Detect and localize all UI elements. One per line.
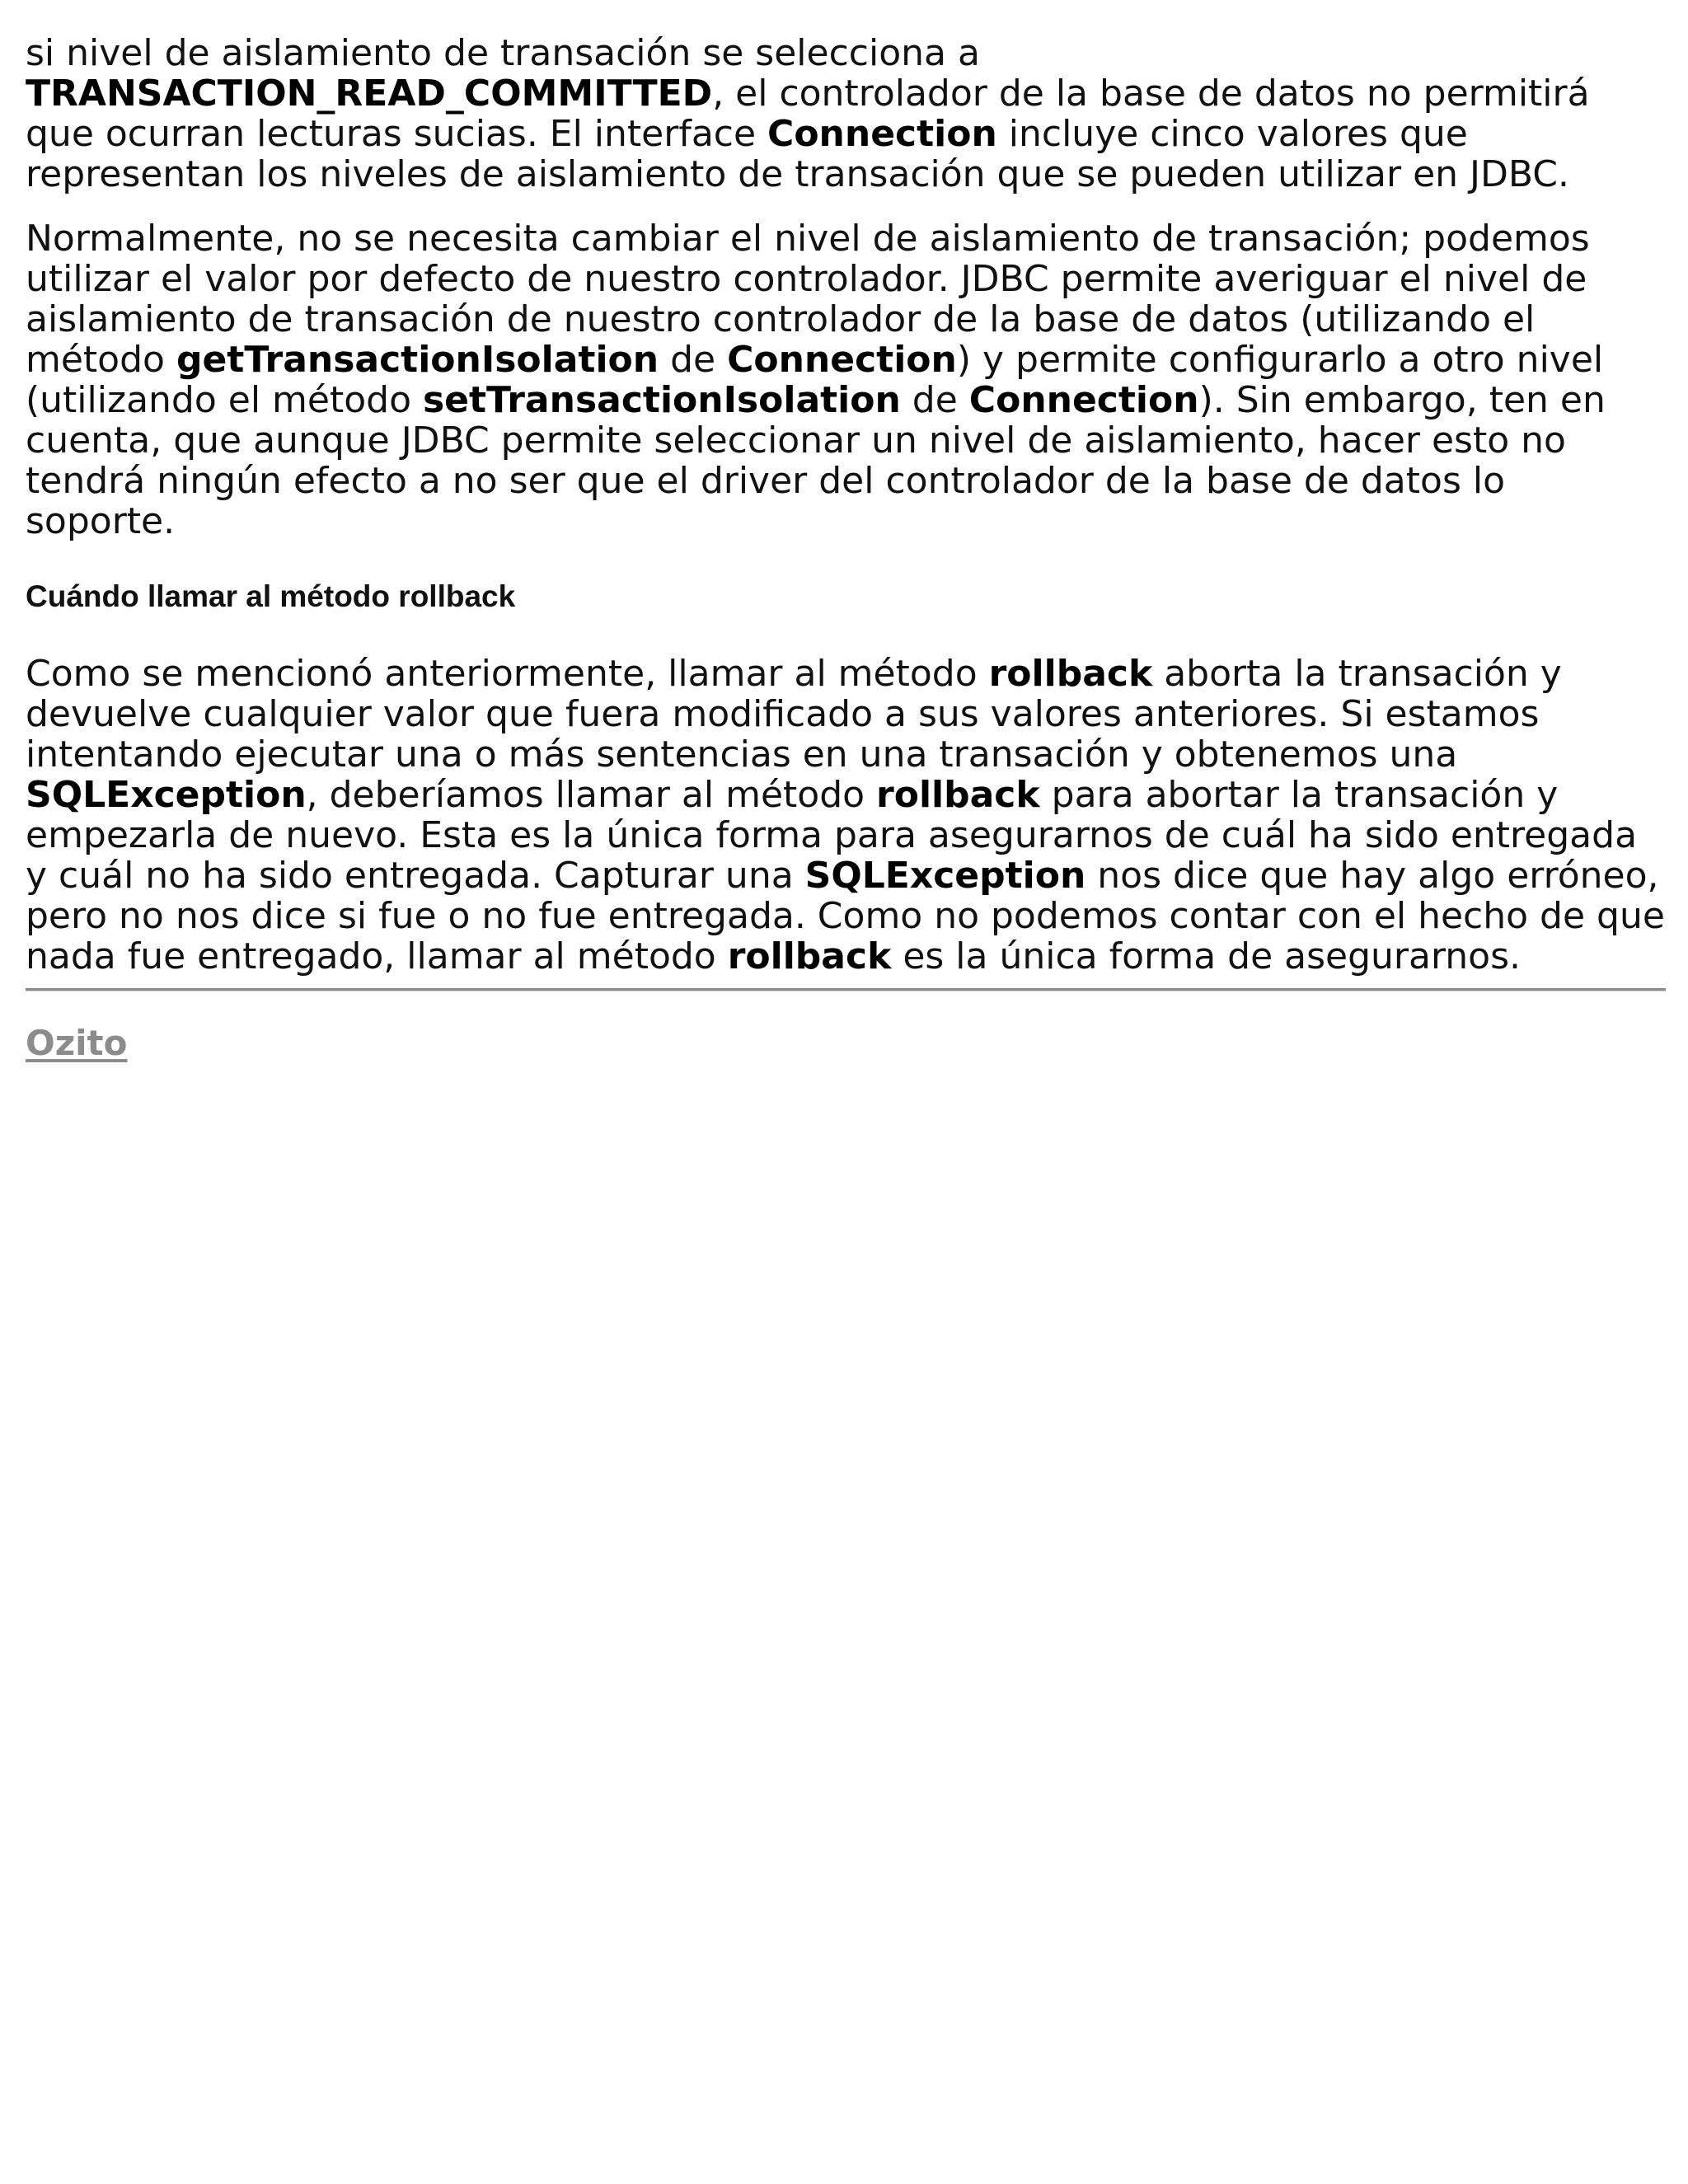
text-run: Como se mencionó anteriormente, llamar al método	[26, 653, 989, 695]
horizontal-rule	[26, 988, 1666, 991]
code-term: TRANSACTION_READ_COMMITTED	[26, 73, 713, 115]
code-term: Connection	[767, 113, 997, 155]
text-run: ). Sin embargo, ten en cuenta, que aunque JDBC permite seleccionar un nivel de aislamiento, hacer esto no tendrá ningún efecto a no ser que el driver del controlador de la base de datos lo soporte.	[26, 379, 1606, 542]
text-run: de	[900, 379, 969, 421]
text-run: incluye cinco valores que representan los niveles de aislamiento de transación que se pueden utilizar en JDBC.	[26, 113, 1570, 195]
document-page	[26, 33, 1666, 1064]
code-term: SQLException	[804, 855, 1086, 897]
code-term: Connection	[968, 379, 1199, 421]
text-run: es la única forma de asegurarnos.	[891, 935, 1522, 977]
text-run: si nivel de aislamiento de transación se selecciona a	[26, 32, 980, 74]
text-run: de	[659, 339, 728, 381]
code-term: getTransactionIsolation	[176, 339, 659, 381]
code-term: Connection	[727, 339, 957, 381]
paragraph-isolation-levels	[26, 33, 1666, 194]
text-run: ) y permite configurarlo a otro nivel (utilizando el método	[26, 339, 1604, 421]
code-term: rollback	[727, 935, 892, 977]
text-run: Normalmente, no se necesita cambiar el nivel de aislamiento de transación; podemos utilizar el valor por defecto de nuestro controlador. JDBC permite averiguar el nivel de aislamiento de transación de nuestro controlador de la base de datos (utilizando el método	[26, 218, 1590, 381]
text-run: nos dice que hay algo erróneo, pero no nos dice si fue o no fue entregada. Como no podemos contar con el hecho de que nada fue entregado, llamar al método	[26, 855, 1665, 977]
text-run: aborta la transación y devuelve cualquier valor que fuera modificado a sus valores anteriores. Si estamos intentando ejecutar una o más sentencias en una transación y obtenemos una	[26, 653, 1562, 776]
text-run: , el controlador de la base de datos no permitirá que ocurran lecturas sucias. El interface	[26, 73, 1590, 155]
code-term: rollback	[988, 653, 1153, 695]
code-term: rollback	[876, 774, 1040, 816]
paragraph-rollback	[26, 654, 1666, 977]
code-term: SQLException	[26, 774, 307, 816]
section-heading: Cuándo llamar al método rollback	[26, 579, 516, 613]
text-run: para abortar la transación y empezarla de nuevo. Esta es la única forma para asegurarnos de cuál ha sido entregada y cuál no ha sido entregada. Capturar una	[26, 774, 1638, 897]
code-term: setTransactionIsolation	[422, 379, 901, 421]
text-run: , deberíamos llamar al método	[306, 774, 877, 816]
paragraph-default-isolation	[26, 218, 1666, 541]
ozito-link[interactable]: Ozito	[26, 1023, 128, 1063]
